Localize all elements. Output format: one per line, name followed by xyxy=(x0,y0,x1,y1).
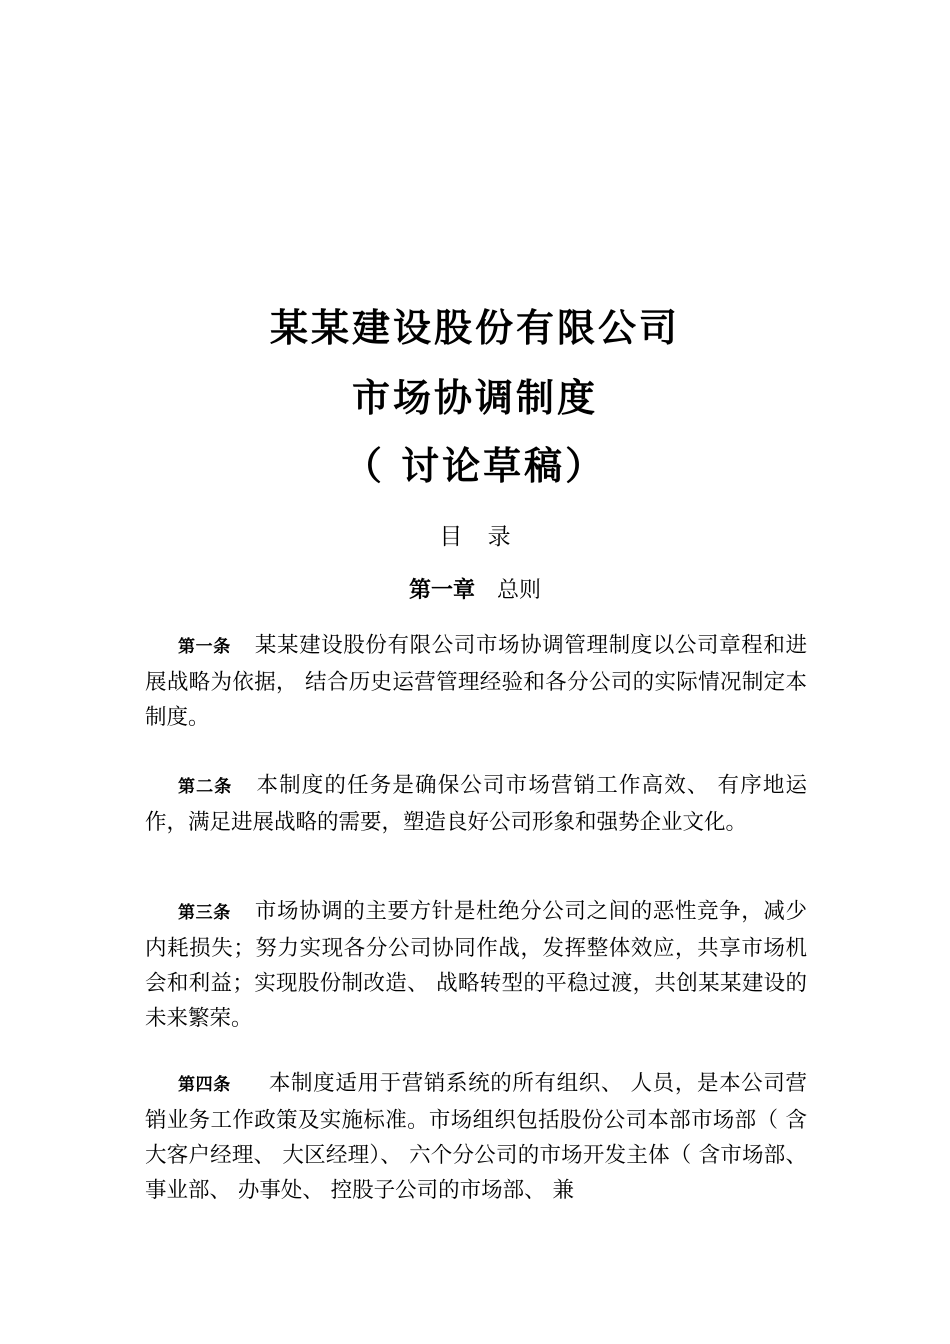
article-label: 第四条 xyxy=(178,1075,231,1095)
chapter-name: 总则 xyxy=(497,578,542,603)
draft-status-title: （ 讨论草稿） xyxy=(343,444,607,488)
table-of-contents-heading: 目 录 xyxy=(439,524,511,550)
article-3 xyxy=(145,894,807,1036)
article-label: 第一条 xyxy=(178,637,231,657)
article-1 xyxy=(145,628,807,735)
chapter-heading xyxy=(0,576,950,606)
company-title: 某某建设股份有限公司 xyxy=(269,306,680,350)
article-label: 第三条 xyxy=(178,903,231,923)
chapter-number: 第一章 xyxy=(408,578,475,603)
article-4 xyxy=(145,1066,807,1208)
document-title: 市场协调制度 xyxy=(351,376,598,420)
article-text: 市场协调的主要方针是杜绝分公司之间的恶性竞争，减少内耗损失；努力实现各分公司协同作战，发挥整体效应，共享市场机会和利益；实现股份制改造、 战略转型的平稳过渡，共创某某建设的未来繁荣。 xyxy=(145,899,807,1031)
article-text: 本制度的任务是确保公司市场营销工作高效、 有序地运作，满足进展战略的需要，塑造良好公司形象和强势企业文化。 xyxy=(145,773,807,835)
article-2 xyxy=(145,768,807,840)
article-label: 第二条 xyxy=(178,777,233,797)
article-text: 本制度适用于营销系统的所有组织、 人员，是本公司营销业务工作政策及实施标准。市场组织包括股份公司本部市场部（ 含大客户经理、 大区经理）、 六个分公司的市场开发主体（ 含市场部、 事业部、 办事处、 控股子公司的市场部、 兼 xyxy=(145,1071,807,1203)
article-text: 某某建设股份有限公司市场协调管理制度以公司章程和进展战略为依据， 结合历史运营管理经验和各分公司的实际情况制定本制度。 xyxy=(145,633,807,730)
